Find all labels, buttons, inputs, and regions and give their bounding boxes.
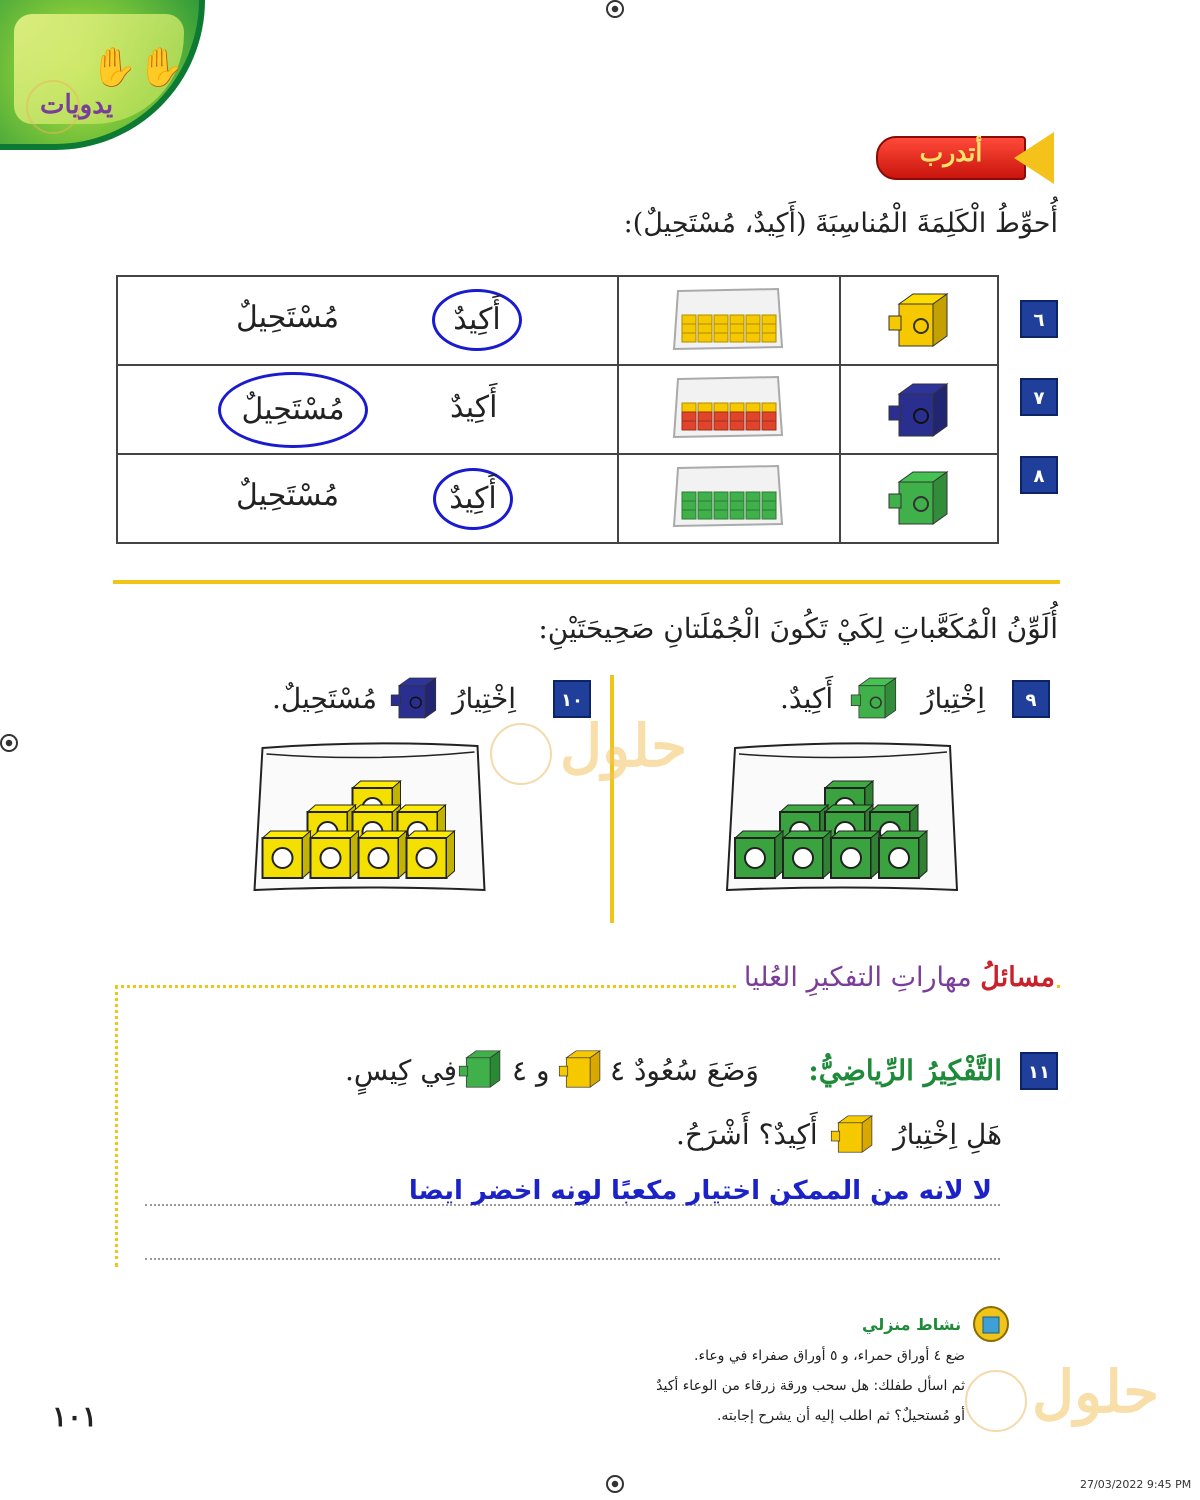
hots-sentence-a: وَضَعَ سُعُودٌ ٤ [610, 1054, 759, 1087]
hots-title-rest: مهاراتِ التفكيرِ العُليا [743, 962, 972, 993]
bag-cube [735, 831, 783, 878]
exercise-number: ٧ [1020, 378, 1058, 416]
bag-cube [730, 510, 744, 519]
watermark: حلول [560, 712, 688, 780]
bag-cube [698, 412, 712, 421]
bag-cube [746, 510, 760, 519]
section1-instruction: أُحوِّطُ الْكَلِمَةَ الْمُناسِبَةَ (أَكِيدٌ، مُسْتَحِيلٌ): [623, 208, 1058, 239]
watermark-logo-icon [26, 80, 80, 134]
bag-cube [682, 492, 696, 501]
bag-cube [746, 421, 760, 430]
bag-cube [682, 324, 696, 333]
hots-label: التَّفْكِيرُ الرِّياضِيُّ: [808, 1054, 1002, 1087]
bag-cube [746, 492, 760, 501]
bag-cube [682, 315, 696, 324]
word-certain-circled: أَكِيدٌ [433, 468, 513, 530]
bag-cube [698, 403, 712, 412]
bag-cube [714, 412, 728, 421]
item10-choose-word: اِخْتِيارُ [452, 682, 517, 715]
home-activity-icon [972, 1305, 1010, 1343]
exercise-number: ٩ [1012, 680, 1050, 718]
banner-label: أتدرب [919, 138, 983, 167]
bag-cube [746, 403, 760, 412]
cube-icon [828, 1113, 878, 1155]
bag-cube [714, 510, 728, 519]
registration-mark-icon [606, 0, 624, 18]
bag-cube [714, 501, 728, 510]
bag-cube [783, 831, 831, 878]
bag-cube [762, 315, 776, 324]
hands-icon: ✋✋ [90, 45, 185, 89]
bag-cube [263, 831, 311, 878]
bag-cube [762, 333, 776, 342]
home-activity-line: ثم اسأل طفلك: هل سحب ورقة زرقاء من الوعاء أكيدٌ [656, 1378, 965, 1394]
bag-with-cubes-illustration [245, 740, 495, 895]
word-certain: أَكِيدٌ [450, 390, 498, 425]
bag-cube [746, 501, 760, 510]
section2-instruction: أُلَوِّنُ الْمُكَعَّباتِ لِكَيْ تَكُونَ الْجُمْلَتانِ صَحِيحَتَيْنِ: [538, 612, 1058, 645]
watermark-logo-icon [965, 1370, 1027, 1432]
hots-sentence-c: فِي كِيسٍ. [345, 1054, 457, 1087]
bag-cube [698, 324, 712, 333]
bag-cube [359, 831, 407, 878]
bag-cube [762, 412, 776, 421]
word-certain-circled: أَكِيدٌ [432, 289, 522, 351]
words-cell [117, 276, 618, 365]
page-number: ١٠١ [52, 1400, 98, 1433]
word-impossible: مُسْتَحِيلٌ [236, 300, 340, 335]
bag-cube [762, 403, 776, 412]
hots-title [738, 962, 1055, 993]
exercise-number: ٨ [1020, 456, 1058, 494]
bag-cube [682, 403, 696, 412]
bag-cube [730, 421, 744, 430]
watermark-logo-icon [490, 723, 552, 785]
bag-cube [698, 333, 712, 342]
word-impossible: مُسْتَحِيلٌ [236, 478, 340, 513]
bag-cube [831, 831, 879, 878]
bag-cube [698, 315, 712, 324]
bag-icon [670, 373, 785, 443]
cube-icon [885, 468, 955, 528]
home-activity-line: ضع ٤ أوراق حمراء، و ٥ أوراق صفراء في وعاء. [694, 1348, 965, 1364]
word-impossible-circled: مُسْتَحِيلٌ [218, 372, 368, 448]
bag-cube [730, 315, 744, 324]
bag-cube [762, 324, 776, 333]
bag-cube [714, 324, 728, 333]
cube-icon [388, 675, 442, 721]
bag-cube [714, 315, 728, 324]
exercise-number: ١١ [1020, 1052, 1058, 1090]
bag-cube [879, 831, 927, 878]
home-activity-title: نشاط منزلي [862, 1315, 962, 1334]
bag-cube [714, 403, 728, 412]
answer-line [145, 1258, 1000, 1260]
bag-cube [698, 510, 712, 519]
bag-cube [746, 324, 760, 333]
cube-icon [556, 1048, 606, 1090]
bag-cube [730, 333, 744, 342]
bag-cube [682, 333, 696, 342]
bag-cube [714, 421, 728, 430]
bag-cube [682, 501, 696, 510]
bag-cube [730, 403, 744, 412]
bag-cube [746, 412, 760, 421]
bag-cube [698, 492, 712, 501]
hots-title-prefix: مسائلُ [980, 962, 1055, 993]
bag-cube [682, 421, 696, 430]
bag-cube [311, 831, 359, 878]
hots-sentence-b: و ٤ [512, 1054, 550, 1087]
registration-mark-icon [0, 734, 18, 752]
cube-icon [885, 290, 955, 350]
bag-cube [762, 510, 776, 519]
bag-cube [746, 315, 760, 324]
timestamp: 27/03/2022 9:45 PM [1080, 1478, 1192, 1491]
bag-cube [682, 412, 696, 421]
hots-question-a: هَلِ اِخْتِيارُ [893, 1118, 1002, 1151]
bag-cube [730, 324, 744, 333]
item9-result-word: أَكِيدٌ. [780, 682, 834, 715]
bag-cube [730, 492, 744, 501]
exercise-number: ١٠ [553, 680, 591, 718]
words-cell [117, 454, 618, 543]
registration-mark-icon [606, 1475, 624, 1493]
bag-cube [698, 501, 712, 510]
cube-icon [848, 675, 902, 721]
handwritten-answer: لا لانه من الممكن اختيار مكعبًا لونه اخضر ايضا [408, 1176, 992, 1206]
bag-cube [746, 333, 760, 342]
bag-cube [682, 510, 696, 519]
bag-cube [730, 412, 744, 421]
corner-title: يدويات [40, 90, 114, 120]
bag-cube [698, 421, 712, 430]
bag-cube [762, 421, 776, 430]
bag-cube [762, 501, 776, 510]
bag-cube [714, 333, 728, 342]
watermark: حلول [1032, 1358, 1160, 1426]
exercise-number: ٦ [1020, 300, 1058, 338]
item10-result-word: مُسْتَحِيلٌ. [272, 682, 378, 715]
bag-cube [407, 831, 455, 878]
bag-cube [730, 501, 744, 510]
bag-icon [670, 462, 785, 532]
bag-with-cubes-illustration [725, 740, 960, 895]
bag-cube [762, 492, 776, 501]
hots-question-b: أَكِيدٌ؟ أَشْرَحُ. [676, 1118, 818, 1151]
bag-icon [670, 285, 785, 355]
cube-icon [885, 380, 955, 440]
cube-icon [456, 1048, 506, 1090]
practice-banner [876, 132, 1054, 184]
bag-cube [714, 492, 728, 501]
item9-choose-word: اِخْتِيارُ [920, 682, 985, 715]
section-divider [113, 580, 1060, 584]
home-activity-line: أو مُستحيلٌ؟ ثم اطلب إليه أن يشرح إجابته. [716, 1408, 965, 1424]
